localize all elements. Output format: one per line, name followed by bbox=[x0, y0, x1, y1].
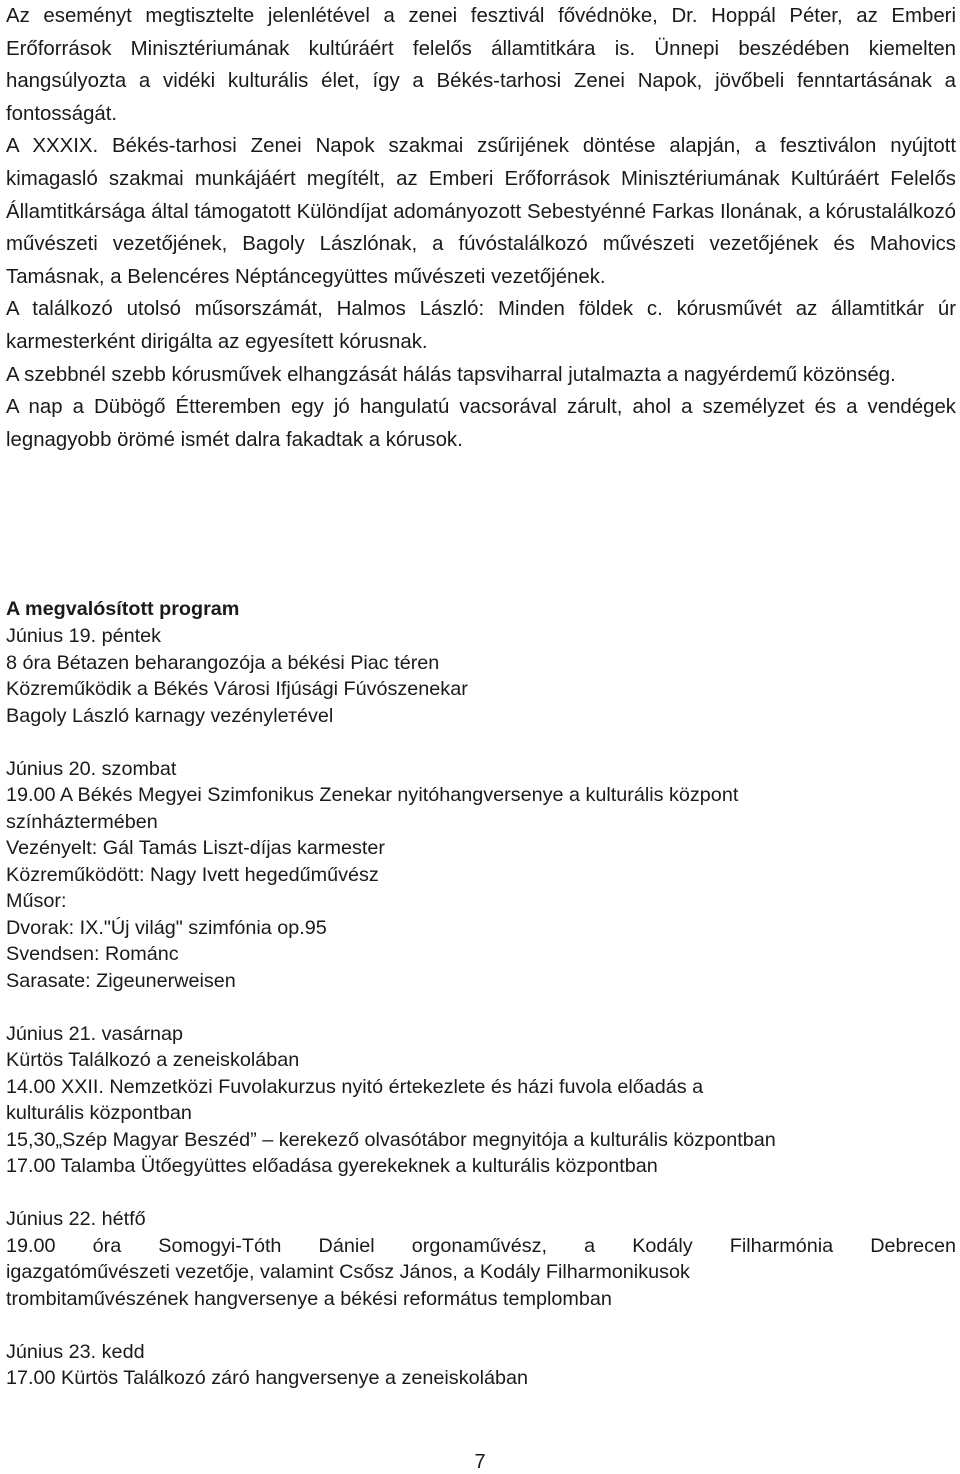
day-date: Június 20. szombat bbox=[6, 757, 177, 780]
program-line: színháztermében bbox=[6, 810, 158, 833]
paragraph-audience: A szebbnél szebb kórusművek elhangzását hálás tapsviharral jutalmazta a nagyérdemű közönség. bbox=[6, 363, 896, 386]
document-body bbox=[6, 0, 956, 456]
spacer bbox=[6, 1180, 956, 1207]
program-line: 19.00 A Békés Megyei Szimfonikus Zenekar nyitóhangversenye a kulturális központ bbox=[6, 784, 739, 806]
program-line: Svendsen: Románc bbox=[6, 943, 179, 965]
program-line: 17.00 Talamba Ütőegyüttes előadása gyerekeknek a kulturális központban bbox=[6, 1155, 658, 1177]
program-line: igazgatóművészeti vezetője, valamint Csősz János, a Kodály Filharmonikusok bbox=[6, 1261, 690, 1283]
program-day-june-20 bbox=[6, 756, 956, 995]
spacer bbox=[6, 1312, 956, 1339]
program-title: A megvalósított program bbox=[6, 598, 240, 620]
program-day-june-21 bbox=[6, 1021, 956, 1180]
program-line: Kürtös Találkozó a zeneiskolában bbox=[6, 1049, 300, 1071]
program-line: trombitaművészének hangversenye a békési református templomban bbox=[6, 1287, 612, 1310]
program-line: Műsor: bbox=[6, 890, 67, 912]
spacer bbox=[6, 729, 956, 756]
program-line: 14.00 XXII. Nemzetközi Fuvolakurzus nyitó értekezlete és házi fuvola előadás a bbox=[6, 1075, 704, 1098]
program-line: 17.00 Kürtös Találkozó záró hangversenye a zeneiskolában bbox=[6, 1367, 528, 1389]
program-line: Vezényelt: Gál Tamás Liszt-díjas karmester bbox=[6, 837, 385, 859]
spacer bbox=[6, 994, 956, 1021]
program-day-june-23 bbox=[6, 1339, 956, 1392]
program-line: 15,30„Szép Magyar Beszéd” – kerekező olvasótábor megnyitója a kulturális központban bbox=[6, 1128, 776, 1151]
paragraph-final-piece: A találkozó utolsó műsorszámát, Halmos László: Minden földek c. kórusművét az államtitkár úr karmesterként dirigálta az egyesített kórusnak. bbox=[6, 298, 956, 353]
program-line: kulturális központban bbox=[6, 1102, 192, 1124]
program-day-june-22 bbox=[6, 1206, 956, 1312]
paragraph-dinner: A nap a Dübögő Étteremben egy jó hangulatú vacsorával zárult, ahol a személyzet és a vendégek legnagyobb örömé ismét dalra fakadtak a kórusok. bbox=[6, 396, 956, 451]
program-line: Közreműködik a Békés Városi Ifjúsági Fúvószenekar bbox=[6, 678, 468, 700]
program-line: Dvorak: IX."Új világ" szimfónia op.95 bbox=[6, 916, 327, 939]
program-line: Bagoly László karnagy vezénylетével bbox=[6, 704, 334, 727]
program-line: 19.00 óra Somogyi-Tóth Dániel orgonaművész, a Kodály Filharmónia Debrecen bbox=[6, 1234, 956, 1257]
day-date: Június 21. vasárnap bbox=[6, 1022, 184, 1045]
program-line: Közreműködött: Nagy Ivett hegedűművész bbox=[6, 863, 379, 886]
program-line: Sarasate: Zigeunerweisen bbox=[6, 969, 236, 992]
paragraph-patron: Az eseményt megtisztelte jelenlétével a zenei fesztivál fővédnöke, Dr. Hoppál Péter, az Emberi Erőforrások Minisztériumának kultúráért felelős államtitkára is. Ünnepi beszédében kiemelten hangsúlyozta a vidéki kulturális élet, így a Békés-tarhosi Zenei Napok, jövőbeli fenntartásának a fontosságát. bbox=[6, 5, 956, 125]
day-date: Június 23. kedd bbox=[6, 1340, 145, 1363]
day-date: Június 22. hétfő bbox=[6, 1208, 146, 1230]
program-line: 8 óra Bétazen beharangozója a békési Piac téren bbox=[6, 651, 440, 674]
program-day-june-19 bbox=[6, 623, 956, 729]
paragraph-special-award: A XXXIX. Békés-tarhosi Zenei Napok szakmai zsűrijének döntése alapján, a fesztiválon nyújtott kimagasló szakmai munkájáért megítélt, az Emberi Erőforrások Minisztériumának Kultúráért Felelős Államtitkársága által támogatott Különdíjat adományozott Sebestyénné Farkas Ilonának, a kórustalálkozó művészeti vezetőjének, Bagoly Lászlónak, a fúvóstalálkozó művészeti vezetőjének és Mahovics Tamásnak, a Belencéres Néptáncegyüttes művészeti vezetőjének. bbox=[6, 135, 956, 288]
program-section bbox=[6, 596, 956, 1392]
page-number: 7 bbox=[474, 1451, 486, 1473]
day-date: Június 19. péntek bbox=[6, 625, 162, 647]
